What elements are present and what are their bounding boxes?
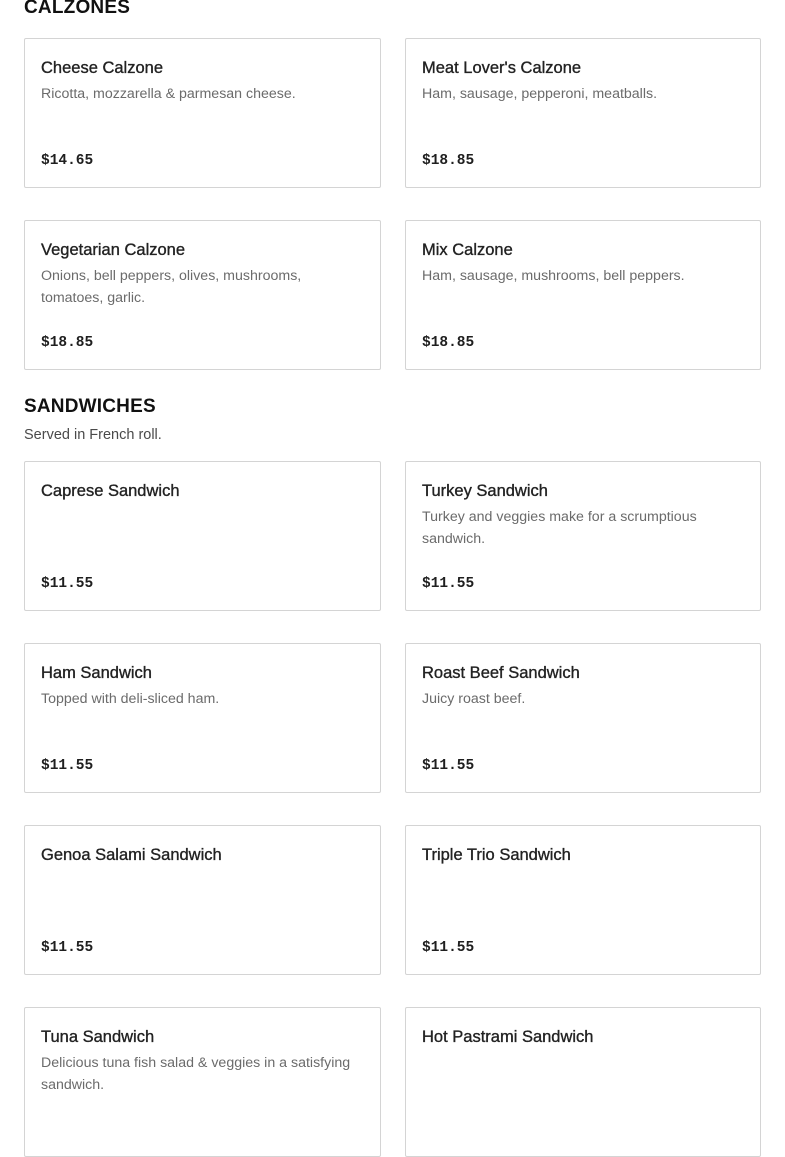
- item-name: Caprese Sandwich: [41, 482, 180, 500]
- item-description: Delicious tuna fish salad & veggies in a satisfying sandwich.: [41, 1055, 351, 1093]
- item-price: $11.55: [41, 758, 94, 774]
- item-name: Mix Calzone: [422, 241, 513, 259]
- item-price: $11.55: [41, 940, 94, 956]
- item-price: $18.85: [41, 335, 94, 351]
- section-title-calzones: CALZONES: [24, 0, 131, 18]
- menu-item-cheese-calzone[interactable]: [24, 38, 381, 188]
- menu-item-meat-lovers-calzone[interactable]: [405, 38, 761, 188]
- item-description: Ham, sausage, mushrooms, bell peppers.: [422, 268, 685, 284]
- item-price: $11.55: [41, 576, 94, 592]
- calzones-grid: [24, 38, 761, 370]
- sandwiches-grid: [24, 461, 761, 1157]
- item-description: Topped with deli-sliced ham.: [41, 691, 220, 707]
- item-price: $14.65: [41, 153, 94, 169]
- item-name: Hot Pastrami Sandwich: [422, 1028, 594, 1046]
- section-title-sandwiches: SANDWICHES: [24, 396, 156, 417]
- menu-page: [24, 0, 761, 1157]
- item-description: Juicy roast beef.: [422, 691, 526, 707]
- menu-item-hot-pastrami-sandwich[interactable]: [405, 1007, 761, 1157]
- item-name: Cheese Calzone: [41, 59, 163, 77]
- item-description: Ricotta, mozzarella & parmesan cheese.: [41, 86, 296, 102]
- item-price: $11.55: [422, 758, 475, 774]
- menu-item-roast-beef-sandwich[interactable]: [405, 643, 761, 793]
- menu-item-turkey-sandwich[interactable]: [405, 461, 761, 611]
- item-description: Ham, sausage, pepperoni, meatballs.: [422, 86, 658, 102]
- item-price: $11.55: [422, 576, 475, 592]
- item-description: Onions, bell peppers, olives, mushrooms, tomatoes, garlic.: [41, 268, 302, 306]
- menu-item-ham-sandwich[interactable]: [24, 643, 381, 793]
- section-subtitle-sandwiches: Served in French roll.: [24, 427, 162, 443]
- item-price: $11.55: [422, 940, 475, 956]
- calzones-section: [24, 0, 761, 370]
- item-name: Turkey Sandwich: [422, 482, 548, 500]
- sandwiches-section: [24, 394, 761, 1157]
- item-name: Genoa Salami Sandwich: [41, 846, 222, 864]
- menu-item-tuna-sandwich[interactable]: [24, 1007, 381, 1157]
- menu-item-caprese-sandwich[interactable]: [24, 461, 381, 611]
- item-price: $18.85: [422, 335, 475, 351]
- item-name: Ham Sandwich: [41, 664, 152, 682]
- menu-item-genoa-salami-sandwich[interactable]: [24, 825, 381, 975]
- item-name: Triple Trio Sandwich: [422, 846, 571, 864]
- item-name: Roast Beef Sandwich: [422, 664, 580, 682]
- item-description: Turkey and veggies make for a scrumptious sandwich.: [422, 509, 697, 547]
- item-name: Vegetarian Calzone: [41, 241, 186, 259]
- menu-item-vegetarian-calzone[interactable]: [24, 220, 381, 370]
- item-name: Tuna Sandwich: [41, 1028, 155, 1046]
- item-name: Meat Lover's Calzone: [422, 59, 582, 77]
- item-price: $18.85: [422, 153, 475, 169]
- menu-item-triple-trio-sandwich[interactable]: [405, 825, 761, 975]
- menu-item-mix-calzone[interactable]: [405, 220, 761, 370]
